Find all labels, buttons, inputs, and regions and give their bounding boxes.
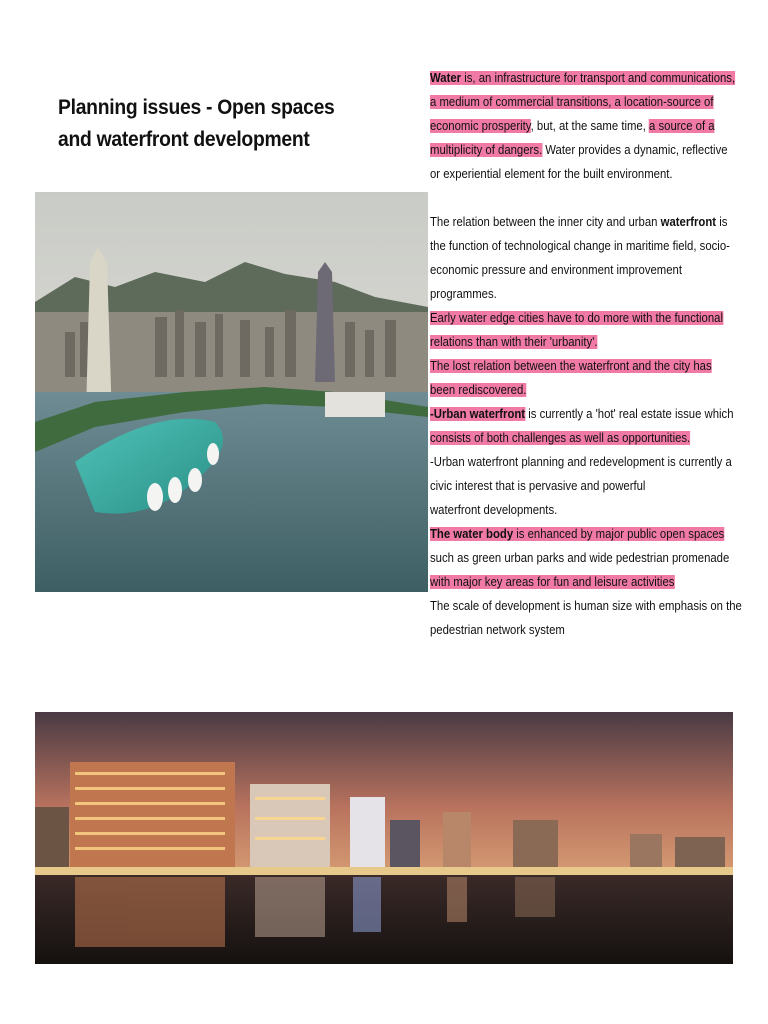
p2-line2: the function of technological change in maritime field, socio-	[430, 239, 730, 253]
p3-line4: been rediscovered.	[430, 383, 527, 397]
p1-line1: Water is, an infrastructure for transport and communications,	[430, 71, 736, 85]
p3-line2: relations than with their 'urbanity'.	[430, 335, 598, 349]
p3-line6: consists of both challenges as well as opportunities.	[430, 431, 691, 445]
night-waterfront-image	[35, 712, 733, 964]
p3-line13: The scale of development is human size with emphasis on the	[430, 599, 742, 613]
p3-line5: -Urban waterfront is currently a 'hot' real estate issue which	[430, 407, 734, 421]
p3-line9: waterfront developments.	[430, 503, 558, 517]
p1-line3: economic prosperity, but, at the same time, a source of a	[430, 119, 715, 133]
aerial-waterfront-image	[35, 192, 428, 592]
p3-line12: with major key areas for fun and leisure activities	[430, 575, 675, 589]
p3-line8: civic interest that is pervasive and powerful	[430, 479, 646, 493]
p1-line5: or experiential element for the built environment.	[430, 167, 673, 181]
p3-line10: The water body is enhanced by major public open spaces	[430, 527, 725, 541]
page-title: Planning issues - Open spaces and waterfront development	[58, 96, 335, 151]
p3-line3: The lost relation between the waterfront and the city has	[430, 359, 712, 373]
p1-line2: a medium of commercial transitions, a location-source of	[430, 95, 714, 109]
p2-line1: The relation between the inner city and urban waterfront is	[430, 215, 728, 229]
p3-line14: pedestrian network system	[430, 623, 565, 637]
p1-line4: multiplicity of dangers. Water provides a dynamic, reflective	[430, 143, 728, 157]
p2-line3: economic pressure and environment improvement	[430, 263, 682, 277]
p3-line1: Early water edge cities have to do more with the functional	[430, 311, 723, 325]
p3-line11: such as green urban parks and wide pedestrian promenade	[430, 551, 730, 565]
p3-line7: -Urban waterfront planning and redevelopment is currently a	[430, 455, 732, 469]
body-text	[430, 66, 750, 642]
p2-line4: programmes.	[430, 287, 497, 301]
